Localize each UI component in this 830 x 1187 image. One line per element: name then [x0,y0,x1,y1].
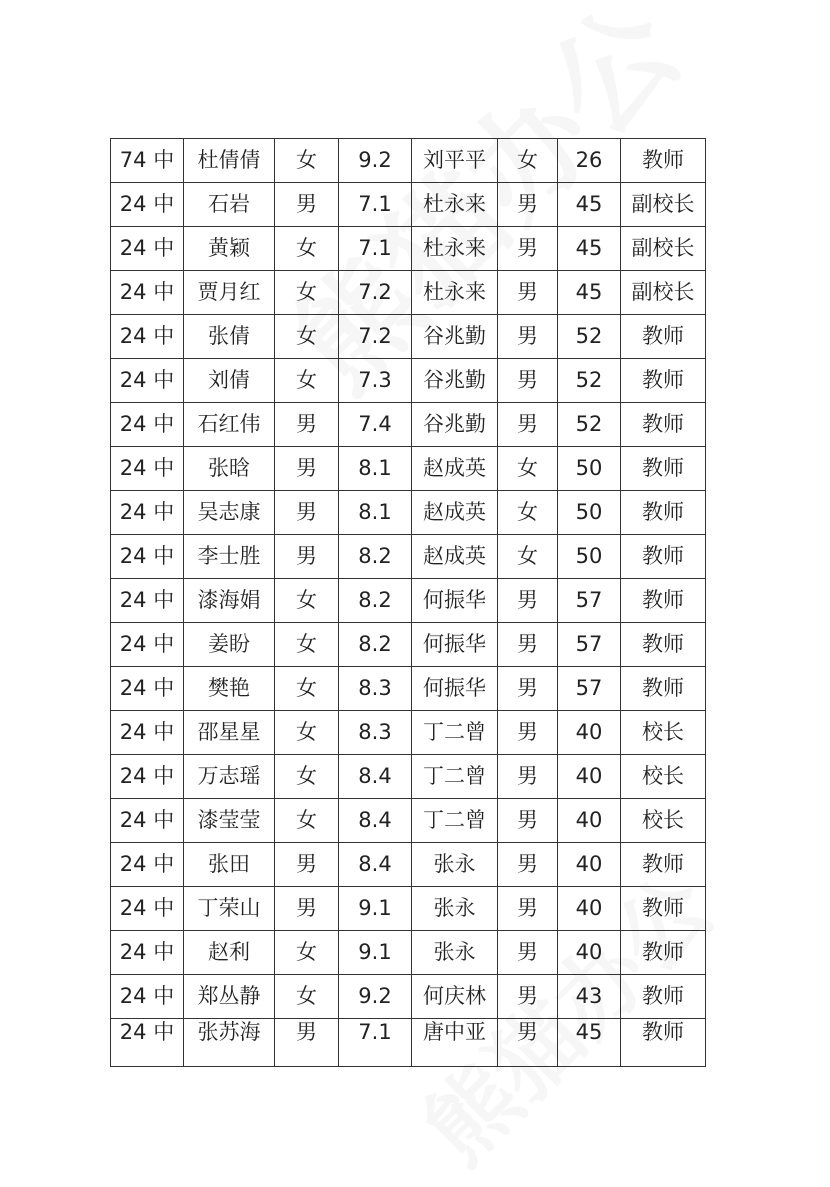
school-cell: 24 中 [111,315,184,359]
school-cell: 24 中 [111,931,184,975]
table-row [111,579,706,623]
school-cell: 24 中 [111,887,184,931]
teacher-name-cell: 赵成英 [412,447,498,491]
teacher-title-cell: 副校长 [621,227,706,271]
teacher-age-cell: 40 [558,711,621,755]
roster-table-body [111,139,706,1067]
school-cell: 24 中 [111,799,184,843]
teacher-name-cell: 刘平平 [412,139,498,183]
teacher-name-cell: 丁二曾 [412,799,498,843]
teacher-gender-cell: 女 [498,139,558,183]
table-row [111,491,706,535]
teacher-title-cell: 教师 [621,491,706,535]
teacher-title-cell: 教师 [621,975,706,1019]
teacher-gender-cell: 男 [498,931,558,975]
teacher-age-cell: 45 [558,183,621,227]
teacher-name-cell: 杜永来 [412,271,498,315]
school-cell: 24 中 [111,843,184,887]
teacher-title-cell: 教师 [621,139,706,183]
score-cell: 9.1 [339,931,412,975]
score-cell: 8.2 [339,579,412,623]
score-cell: 9.1 [339,887,412,931]
teacher-age-cell: 40 [558,799,621,843]
student-name-cell: 吴志康 [184,491,275,535]
teacher-age-cell: 52 [558,315,621,359]
teacher-age-cell: 45 [558,271,621,315]
teacher-age-cell: 52 [558,359,621,403]
table-row [111,623,706,667]
teacher-title-cell: 副校长 [621,271,706,315]
teacher-title-cell: 教师 [621,403,706,447]
teacher-gender-cell: 男 [498,755,558,799]
student-name-cell: 郑丛静 [184,975,275,1019]
student-gender-cell: 男 [275,491,339,535]
score-cell: 8.1 [339,491,412,535]
score-cell: 7.1 [339,183,412,227]
teacher-title-cell: 教师 [621,535,706,579]
score-cell: 7.2 [339,315,412,359]
school-cell: 24 中 [111,623,184,667]
student-name-cell: 赵利 [184,931,275,975]
student-gender-cell: 男 [275,843,339,887]
teacher-age-cell: 57 [558,623,621,667]
teacher-name-cell: 杜永来 [412,227,498,271]
teacher-title-cell: 校长 [621,755,706,799]
teacher-gender-cell: 男 [498,843,558,887]
school-cell: 24 中 [111,975,184,1019]
student-gender-cell: 女 [275,755,339,799]
table-row [111,1019,706,1067]
table-row [111,843,706,887]
teacher-name-cell: 张永 [412,887,498,931]
teacher-name-cell: 丁二曾 [412,711,498,755]
school-cell: 24 中 [111,1019,184,1067]
teacher-age-cell: 40 [558,931,621,975]
score-cell: 8.4 [339,843,412,887]
table-row [111,359,706,403]
student-gender-cell: 女 [275,139,339,183]
teacher-name-cell: 何振华 [412,667,498,711]
student-name-cell: 张田 [184,843,275,887]
teacher-gender-cell: 男 [498,667,558,711]
student-gender-cell: 女 [275,667,339,711]
table-row [111,667,706,711]
teacher-title-cell: 教师 [621,843,706,887]
school-cell: 24 中 [111,227,184,271]
student-gender-cell: 男 [275,447,339,491]
teacher-title-cell: 教师 [621,579,706,623]
teacher-age-cell: 52 [558,403,621,447]
teacher-name-cell: 何振华 [412,579,498,623]
student-name-cell: 张倩 [184,315,275,359]
teacher-age-cell: 43 [558,975,621,1019]
table-row [111,271,706,315]
score-cell: 8.2 [339,623,412,667]
teacher-title-cell: 副校长 [621,183,706,227]
teacher-title-cell: 校长 [621,711,706,755]
teacher-age-cell: 45 [558,1019,621,1067]
teacher-title-cell: 教师 [621,1019,706,1067]
student-gender-cell: 男 [275,535,339,579]
table-row [111,799,706,843]
teacher-gender-cell: 男 [498,887,558,931]
roster-table [110,138,706,1067]
teacher-gender-cell: 男 [498,579,558,623]
teacher-gender-cell: 男 [498,799,558,843]
student-gender-cell: 女 [275,271,339,315]
student-gender-cell: 女 [275,579,339,623]
student-name-cell: 石红伟 [184,403,275,447]
student-gender-cell: 男 [275,1019,339,1067]
student-name-cell: 刘倩 [184,359,275,403]
student-name-cell: 张苏海 [184,1019,275,1067]
table-row [111,711,706,755]
teacher-age-cell: 50 [558,535,621,579]
teacher-age-cell: 45 [558,227,621,271]
teacher-name-cell: 何庆林 [412,975,498,1019]
teacher-title-cell: 教师 [621,447,706,491]
score-cell: 8.3 [339,711,412,755]
school-cell: 24 中 [111,183,184,227]
teacher-title-cell: 教师 [621,931,706,975]
student-gender-cell: 女 [275,227,339,271]
student-name-cell: 万志瑶 [184,755,275,799]
teacher-age-cell: 57 [558,667,621,711]
student-name-cell: 邵星星 [184,711,275,755]
teacher-name-cell: 杜永来 [412,183,498,227]
school-cell: 24 中 [111,447,184,491]
teacher-age-cell: 40 [558,887,621,931]
score-cell: 8.3 [339,667,412,711]
student-gender-cell: 女 [275,359,339,403]
score-cell: 9.2 [339,975,412,1019]
teacher-name-cell: 何振华 [412,623,498,667]
student-name-cell: 漆莹莹 [184,799,275,843]
teacher-age-cell: 50 [558,491,621,535]
score-cell: 7.4 [339,403,412,447]
score-cell: 8.4 [339,755,412,799]
student-gender-cell: 男 [275,183,339,227]
school-cell: 24 中 [111,755,184,799]
table-row [111,315,706,359]
score-cell: 7.2 [339,271,412,315]
student-gender-cell: 女 [275,315,339,359]
score-cell: 8.2 [339,535,412,579]
student-gender-cell: 女 [275,711,339,755]
school-cell: 24 中 [111,359,184,403]
student-name-cell: 石岩 [184,183,275,227]
table-row [111,227,706,271]
teacher-title-cell: 校长 [621,799,706,843]
teacher-gender-cell: 男 [498,1019,558,1067]
teacher-gender-cell: 男 [498,315,558,359]
teacher-age-cell: 40 [558,843,621,887]
table-row [111,887,706,931]
score-cell: 7.3 [339,359,412,403]
student-gender-cell: 男 [275,887,339,931]
score-cell: 7.1 [339,1019,412,1067]
student-name-cell: 张晗 [184,447,275,491]
teacher-name-cell: 唐中亚 [412,1019,498,1067]
teacher-gender-cell: 男 [498,975,558,1019]
school-cell: 24 中 [111,491,184,535]
teacher-gender-cell: 女 [498,447,558,491]
teacher-gender-cell: 男 [498,183,558,227]
teacher-gender-cell: 女 [498,535,558,579]
student-gender-cell: 男 [275,403,339,447]
teacher-title-cell: 教师 [621,667,706,711]
score-cell: 8.1 [339,447,412,491]
table-row [111,931,706,975]
teacher-age-cell: 50 [558,447,621,491]
teacher-gender-cell: 女 [498,491,558,535]
score-cell: 8.4 [339,799,412,843]
school-cell: 24 中 [111,271,184,315]
school-cell: 74 中 [111,139,184,183]
student-name-cell: 贾月红 [184,271,275,315]
score-cell: 9.2 [339,139,412,183]
student-name-cell: 丁荣山 [184,887,275,931]
student-name-cell: 李士胜 [184,535,275,579]
teacher-title-cell: 教师 [621,623,706,667]
teacher-gender-cell: 男 [498,403,558,447]
teacher-title-cell: 教师 [621,887,706,931]
teacher-name-cell: 赵成英 [412,491,498,535]
school-cell: 24 中 [111,667,184,711]
teacher-title-cell: 教师 [621,315,706,359]
table-row [111,755,706,799]
teacher-age-cell: 40 [558,755,621,799]
table-row [111,403,706,447]
table-row [111,139,706,183]
teacher-gender-cell: 男 [498,359,558,403]
teacher-title-cell: 教师 [621,359,706,403]
teacher-name-cell: 谷兆勤 [412,403,498,447]
teacher-gender-cell: 男 [498,711,558,755]
student-gender-cell: 女 [275,931,339,975]
teacher-gender-cell: 男 [498,623,558,667]
school-cell: 24 中 [111,711,184,755]
school-cell: 24 中 [111,535,184,579]
teacher-name-cell: 丁二曾 [412,755,498,799]
school-cell: 24 中 [111,403,184,447]
score-cell: 7.1 [339,227,412,271]
teacher-gender-cell: 男 [498,271,558,315]
student-gender-cell: 女 [275,799,339,843]
student-gender-cell: 女 [275,623,339,667]
teacher-name-cell: 张永 [412,843,498,887]
school-cell: 24 中 [111,579,184,623]
teacher-name-cell: 谷兆勤 [412,359,498,403]
student-name-cell: 黄颖 [184,227,275,271]
table-row [111,535,706,579]
table-row [111,183,706,227]
teacher-age-cell: 57 [558,579,621,623]
teacher-name-cell: 赵成英 [412,535,498,579]
student-gender-cell: 女 [275,975,339,1019]
teacher-name-cell: 谷兆勤 [412,315,498,359]
teacher-name-cell: 张永 [412,931,498,975]
teacher-age-cell: 26 [558,139,621,183]
student-name-cell: 杜倩倩 [184,139,275,183]
table-row [111,447,706,491]
student-name-cell: 樊艳 [184,667,275,711]
teacher-gender-cell: 男 [498,227,558,271]
student-name-cell: 姜盼 [184,623,275,667]
table-row [111,975,706,1019]
student-name-cell: 漆海娟 [184,579,275,623]
